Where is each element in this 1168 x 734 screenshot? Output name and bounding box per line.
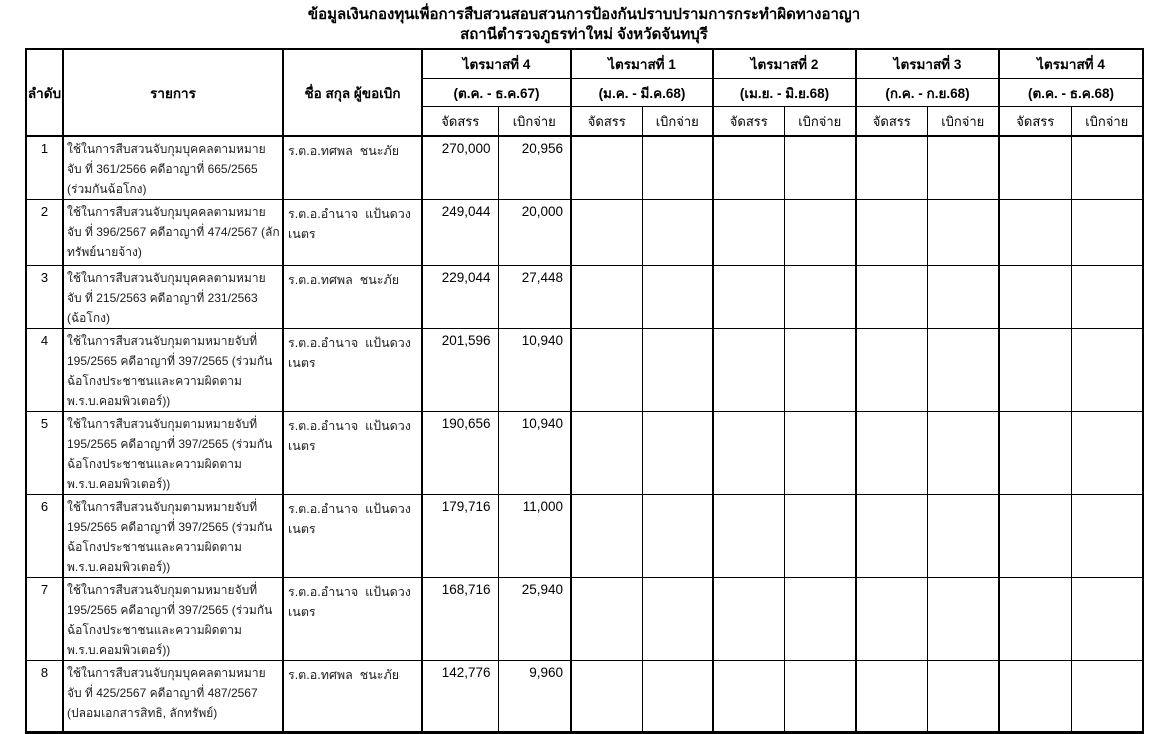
alloc-cell: 270,000 [422,136,498,200]
fund-table [25,48,1144,734]
requester-cell: ร.ต.อ.อำนาจ แป้นดวงเนตร [283,578,422,661]
disburse-cell [1071,266,1143,329]
item-cell: ใช้ในการสืบสวนจับกุมบุคคลตามหมายจับ ที่ 396/2567 คดีอาญาที่ 474/2567 (ลักทรัพย์นายจ้าง) [63,200,283,266]
period-q4-67: (ต.ค. - ธ.ค.67) [422,79,571,107]
sub-header-alloc: จัดสรร [999,107,1071,137]
alloc-cell [999,495,1071,578]
disburse-cell: 25,940 [498,578,571,661]
col-header-quarter-1-68: ไตรมาสที่ 1 [571,49,713,79]
sub-header-disburse: เบิกจ่าย [1071,107,1143,137]
table-row [26,266,1143,329]
item-cell: ใช้ในการสืบสวนจับกุมบุคคลตามหมายจับ ที่ 215/2563 คดีอาญาที่ 231/2563 (ฉ้อโกง) [63,266,283,329]
disburse-cell [784,495,856,578]
disburse-cell [1071,136,1143,200]
sub-header-alloc: จัดสรร [422,107,498,137]
table-row [26,495,1143,578]
disburse-cell [784,266,856,329]
alloc-cell [571,266,642,329]
alloc-cell [856,495,927,578]
alloc-cell [856,412,927,495]
period-q1-68: (ม.ค. - มี.ค.68) [571,79,713,107]
alloc-cell [999,578,1071,661]
period-q4-68: (ต.ค. - ธ.ค.68) [999,79,1143,107]
alloc-cell [571,412,642,495]
table-row [26,329,1143,412]
page-title: ข้อมูลเงินกองทุนเพื่อการสืบสวนสอบสวนการป้องกันปราบปรามการกระทำผิดทางอาญา [307,6,861,23]
alloc-cell [999,136,1071,200]
period-q3-68: (ก.ค. - ก.ย.68) [856,79,999,107]
col-header-quarter-2-68: ไตรมาสที่ 2 [713,49,856,79]
disburse-cell [784,200,856,266]
alloc-cell: 229,044 [422,266,498,329]
disburse-cell [927,329,999,412]
alloc-cell [856,136,927,200]
table-row [26,578,1143,661]
disburse-cell [642,266,713,329]
alloc-cell [856,200,927,266]
alloc-cell [999,266,1071,329]
disburse-cell [1071,578,1143,661]
alloc-cell: 249,044 [422,200,498,266]
sub-header-alloc: จัดสรร [571,107,642,137]
alloc-cell [856,578,927,661]
alloc-cell [999,412,1071,495]
alloc-cell [571,200,642,266]
alloc-cell: 190,656 [422,412,498,495]
disburse-cell [1071,329,1143,412]
table-row [26,136,1143,200]
order-cell: 6 [26,495,63,578]
item-cell: ใช้ในการสืบสวนจับกุมตามหมายจับที่ 195/2565 คดีอาญาที่ 397/2565 (ร่วมกันฉ้อโกงประชาชนและความผิดตาม พ.ร.บ.คอมพิวเตอร์)) [63,329,283,412]
page-subtitle: สถานีตำรวจภูธรท่าใหม่ จังหวัดจันทบุรี [460,26,708,43]
disburse-cell [642,578,713,661]
alloc-cell [713,329,784,412]
disburse-cell [927,200,999,266]
alloc-cell: 142,776 [422,661,498,733]
sub-header-alloc: จัดสรร [856,107,927,137]
alloc-cell [571,329,642,412]
header-row-quarters [26,49,1143,79]
col-header-quarter-4-68: ไตรมาสที่ 4 [999,49,1143,79]
alloc-cell [999,329,1071,412]
sub-header-disburse: เบิกจ่าย [642,107,713,137]
disburse-cell [927,495,999,578]
table-row [26,412,1143,495]
period-q2-68: (เม.ย. - มิ.ย.68) [713,79,856,107]
disburse-cell: 20,000 [498,200,571,266]
requester-cell: ร.ต.อ.อำนาจ แป้นดวงเนตร [283,495,422,578]
disburse-cell [642,200,713,266]
requester-cell: ร.ต.อ.ทศพล ชนะภัย [283,661,422,733]
disburse-cell [1071,200,1143,266]
alloc-cell [713,661,784,733]
requester-cell: ร.ต.อ.อำนาจ แป้นดวงเนตร [283,412,422,495]
alloc-cell [713,412,784,495]
disburse-cell [642,136,713,200]
order-cell: 4 [26,329,63,412]
disburse-cell [784,136,856,200]
col-header-quarter-3-68: ไตรมาสที่ 3 [856,49,999,79]
disburse-cell [927,266,999,329]
sub-header-disburse: เบิกจ่าย [784,107,856,137]
item-cell: ใช้ในการสืบสวนจับกุมตามหมายจับที่ 195/2565 คดีอาญาที่ 397/2565 (ร่วมกันฉ้อโกงประชาชนและความผิดตาม พ.ร.บ.คอมพิวเตอร์)) [63,578,283,661]
disburse-cell: 27,448 [498,266,571,329]
order-cell: 3 [26,266,63,329]
requester-cell: ร.ต.อ.อำนาจ แป้นดวงเนตร [283,200,422,266]
disburse-cell [927,661,999,733]
sub-header-alloc: จัดสรร [713,107,784,137]
item-cell: ใช้ในการสืบสวนจับกุมตามหมายจับที่ 195/2565 คดีอาญาที่ 397/2565 (ร่วมกันฉ้อโกงประชาชนและความผิดตาม พ.ร.บ.คอมพิวเตอร์)) [63,412,283,495]
document-header [0,0,1168,45]
disburse-cell: 10,940 [498,412,571,495]
alloc-cell [999,200,1071,266]
order-cell: 2 [26,200,63,266]
requester-cell: ร.ต.อ.ทศพล ชนะภัย [283,266,422,329]
item-cell: ใช้ในการสืบสวนจับกุมตามหมายจับที่ 195/2565 คดีอาญาที่ 397/2565 (ร่วมกันฉ้อโกงประชาชนและความผิดตาม พ.ร.บ.คอมพิวเตอร์)) [63,495,283,578]
alloc-cell [856,661,927,733]
disburse-cell [927,578,999,661]
col-header-quarter-4-67: ไตรมาสที่ 4 [422,49,571,79]
sub-header-disburse: เบิกจ่าย [498,107,571,137]
requester-cell: ร.ต.อ.ทศพล ชนะภัย [283,136,422,200]
item-cell: ใช้ในการสืบสวนจับกุมบุคคลตามหมายจับ ที่ 425/2567 คดีอาญาที่ 487/2567 (ปลอมเอกสารสิทธิ, ลักทรัพย์) [63,661,283,733]
disburse-cell: 20,956 [498,136,571,200]
alloc-cell [713,200,784,266]
alloc-cell [571,136,642,200]
requester-cell: ร.ต.อ.อำนาจ แป้นดวงเนตร [283,329,422,412]
alloc-cell [713,266,784,329]
sub-header-disburse: เบิกจ่าย [927,107,999,137]
alloc-cell [713,578,784,661]
alloc-cell: 201,596 [422,329,498,412]
alloc-cell [856,329,927,412]
col-header-item: รายการ [63,49,283,136]
order-cell: 1 [26,136,63,200]
order-cell: 5 [26,412,63,495]
order-cell: 8 [26,661,63,733]
table-row [26,200,1143,266]
disburse-cell [784,329,856,412]
disburse-cell [927,136,999,200]
disburse-cell [1071,661,1143,733]
disburse-cell [927,412,999,495]
disburse-cell [1071,495,1143,578]
alloc-cell [713,136,784,200]
disburse-cell [784,661,856,733]
col-header-order: ลำดับ [26,49,63,136]
disburse-cell [1071,412,1143,495]
alloc-cell [713,495,784,578]
disburse-cell [784,578,856,661]
disburse-cell [642,329,713,412]
alloc-cell [571,495,642,578]
order-cell: 7 [26,578,63,661]
disburse-cell [784,412,856,495]
disburse-cell [642,495,713,578]
alloc-cell: 168,716 [422,578,498,661]
alloc-cell: 179,716 [422,495,498,578]
disburse-cell [642,661,713,733]
item-cell: ใช้ในการสืบสวนจับกุมบุคคลตามหมายจับ ที่ 361/2566 คดีอาญาที่ 665/2565 (ร่วมกันฉ้อโกง) [63,136,283,200]
disburse-cell: 11,000 [498,495,571,578]
alloc-cell [856,266,927,329]
alloc-cell [571,578,642,661]
col-header-requester: ชื่อ สกุล ผู้ขอเบิก [283,49,422,136]
table-row [26,661,1143,733]
disburse-cell: 9,960 [498,661,571,733]
alloc-cell [999,661,1071,733]
disburse-cell: 10,940 [498,329,571,412]
alloc-cell [571,661,642,733]
disburse-cell [642,412,713,495]
